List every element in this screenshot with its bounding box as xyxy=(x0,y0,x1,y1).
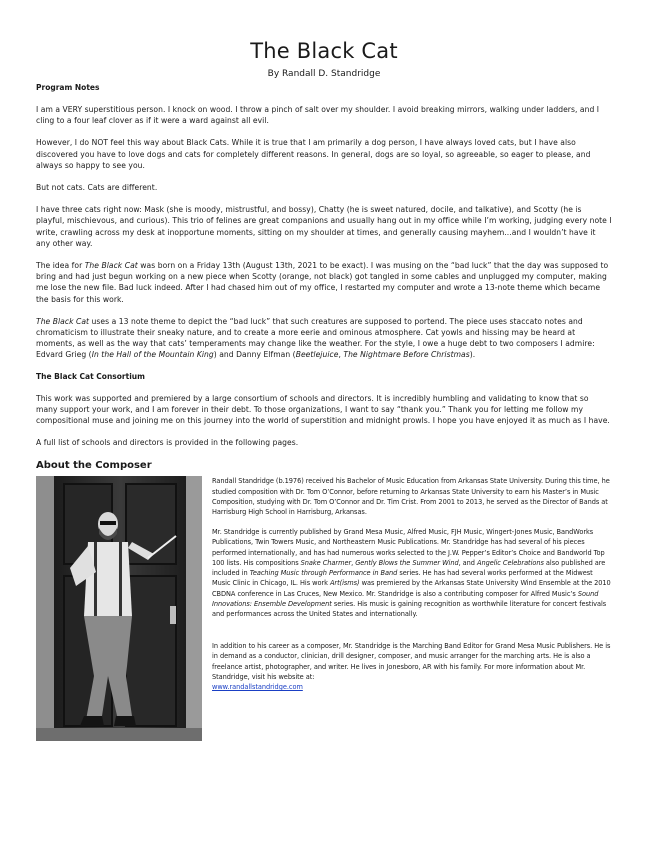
work-title: Sound Innovations: Ensemble Development xyxy=(212,589,599,608)
work-title: Snake Charmer xyxy=(300,558,352,567)
program-notes-paragraph-2: However, I do NOT feel this way about Black Cats. While it is true that I am primarily a dog person, I have always loved cats, but I have also discovered you have to love dogs and cats for completely different reasons. In general, dogs are so loyal, so agreeable, so eager to please, and always so happy to see you. xyxy=(36,138,591,170)
about-composer-heading: About the Composer xyxy=(36,460,152,472)
work-title: Art(isms) xyxy=(329,579,360,588)
text-span: ) and Danny Elfman ( xyxy=(213,350,296,360)
work-title: Teaching Music through Performance in Band xyxy=(249,569,398,578)
text-span: In addition to his career as a composer, Mr. Standridge is the Marching Band Editor for Grand Mesa Music Publishers. He is in demand as a conductor, clinician, drill designer, composer, and music arranger for the marching arts. He is also a freelance artist, photographer, and writer. He lives in Jonesboro, AR with his family. For more information about Mr. Standridge, visit his website at: xyxy=(212,642,611,681)
work-title: Angelic Celebrations xyxy=(477,558,544,567)
text-span: series. He has had several works performed at the Midwest Music Clinic in Chicago, IL. His work xyxy=(212,569,593,588)
work-title: Beetlejuice xyxy=(295,350,339,360)
text-span: series. His music is gaining recognition as worthwhile literature for concert festivals and performances across the United States and internationally. xyxy=(212,599,607,618)
composer-photo-illustration xyxy=(36,476,202,741)
work-title: The Nightmare Before Christmas xyxy=(343,350,470,360)
composer-bio xyxy=(202,476,612,741)
text-span: The idea for xyxy=(36,261,85,271)
bio-paragraph-2 xyxy=(212,527,612,619)
text-span: , and xyxy=(458,558,477,567)
program-notes-paragraph-1: I am a VERY superstitious person. I knock on wood. I throw a pinch of salt over my shoulder. I avoid breaking mirrors, walking under ladders, and I cling to a four leaf clover as if it were a ward against all evil. xyxy=(36,105,600,126)
consortium-paragraph-2: A full list of schools and directors is provided in the following pages. xyxy=(36,438,299,448)
text-span: , xyxy=(351,558,356,567)
program-notes-paragraph-4: I have three cats right now: Mask (she is moody, mistrustful, and bossy), Chatty (he is sweet natured, docile, and talkative), and Scotty (he is playful, mischievous, and curious). This trio of felines are great companions and usually hang out in my office while I’m working, judging every note I write, crawling across my desk at inopportune moments, sitting on my shoulder at times, and generally causing mayhem...and I wouldn’t have it any other way. xyxy=(36,205,612,248)
bio-paragraph-1: Randall Standridge (b.1976) received his Bachelor of Music Education from Arkansas State University. During this time, he studied composition with Dr. Tom O’Connor, before returning to Arkansas State University to earn his Master’s in Music Composition, studying with Dr. Tom O’Connor and Dr. Tim Crist. From 2001 to 2013, he served as the Director of Bands at Harrisburg High School in Harrisburg, Arkansas. xyxy=(212,477,610,517)
program-notes-paragraph-6 xyxy=(36,316,612,361)
work-title: Gently Blows the Summer Wind xyxy=(355,558,459,567)
program-notes-paragraph-3: But not cats. Cats are different. xyxy=(36,183,158,193)
text-span: uses a 13 note theme to depict the “bad luck” that such creatures are supposed to portend. The piece uses staccato notes and chromaticism to illustrate their sneaky nature, and to create a more eerie and ominous atmosphere. Cat yowls and hissing may be heard at moments, as well as the way that cats’ temperaments may change like the weather. For the style, I owe a huge debt to two composers I admire: Edvard Grieg ( xyxy=(36,316,595,360)
website-link[interactable]: www.randallstandridge.com xyxy=(212,682,303,691)
page-title: The Black Cat xyxy=(250,39,398,63)
text-span: also published are included in xyxy=(212,558,606,578)
text-span: was born on a Friday 13th (August 13th, 2021 to be exact). I was musing on the “bad luck” that the day was supposed to bring and had just begun working on a new piece when Scotty (orange, not black) got tangled in some cables and unplugged my computer, making me lose the new file. Bad luck indeed. After I had chased him out of my office, I restarted my computer and wrote a 13-note theme which became the basis for this work. xyxy=(36,261,609,304)
byline: By Randall D. Standridge xyxy=(267,69,381,79)
work-title: In the Hall of the Mountain King xyxy=(91,350,214,360)
text-span: , xyxy=(338,350,344,360)
program-notes-heading: Program Notes xyxy=(36,83,100,92)
program-notes-paragraph-5 xyxy=(36,260,612,305)
text-span: ). xyxy=(469,350,476,360)
text-span: was premiered by the Arkansas State University Wind Ensemble at the 2010 CBDNA conference in Las Cruces, New Mexico. Mr. Standridge is also a contributing composer for Alfred Music’s xyxy=(212,579,611,598)
consortium-paragraph-1: This work was supported and premiered by a large consortium of schools and directors. It is incredibly humbling and validating to know that so many support your work, and I am forever in their debt. To those organizations, I want to say “thank you.” Thank you for letting me follow my compositional muse and joining me on this journey into the world of superstition and midnight prowls. I hope you have enjoyed it as much as I have. xyxy=(36,393,610,426)
work-title: The Black Cat xyxy=(36,316,90,326)
consortium-heading: The Black Cat Consortium xyxy=(36,371,145,381)
composer-section xyxy=(36,476,612,741)
composer-photo xyxy=(36,476,202,741)
work-title: The Black Cat xyxy=(84,261,138,271)
bio-paragraph-3 xyxy=(212,641,612,692)
text-span: Mr. Standridge is currently published by Grand Mesa Music, Alfred Music, FJH Music, Wingert-Jones Music, BandWorks Publications, Twin Towers Music, and Northeastern Music Publications. Mr. Standridge has had several of his pieces performed internationally, and has had numerous works selected to the J.W. Pepper’s Editor’s Choice and Bandworld Top 100 lists. His compositions xyxy=(212,528,605,567)
